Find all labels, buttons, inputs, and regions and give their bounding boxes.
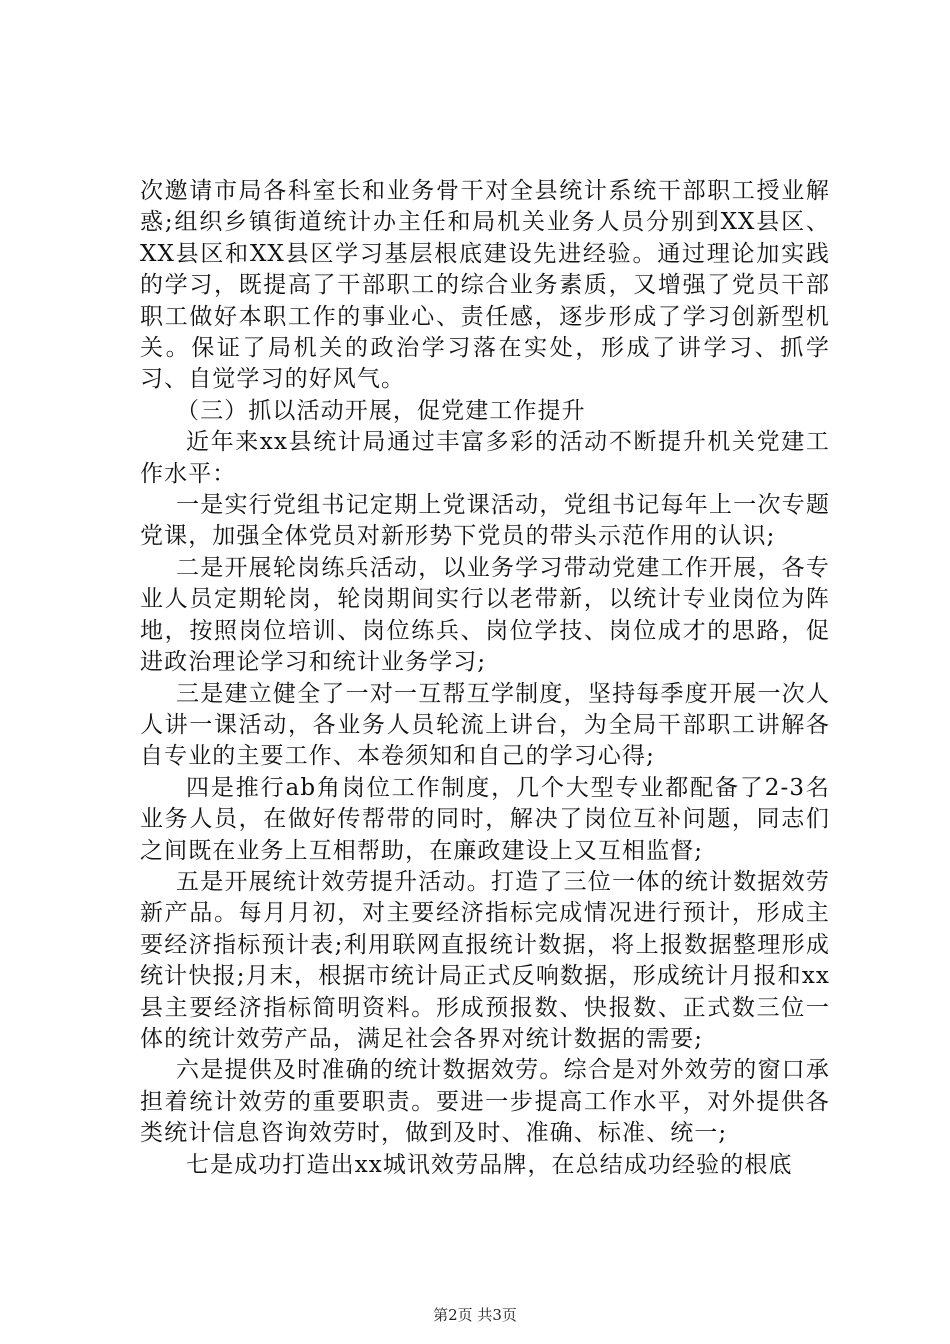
- paragraph-item-3: 三是建立健全了一对一互帮互学制度，坚持每季度开展一次人人讲一课活动，各业务人员轮流上讲台，为全局干部职工讲解各自专业的主要工作、本卷须知和自己的学习心得;: [140, 680, 830, 770]
- paragraph-item-7: 七是成功打造出xx城讯效劳品牌，在总结成功经验的根底: [186, 1151, 793, 1178]
- page-footer: 第2页 共3页: [433, 1306, 517, 1324]
- section-heading: （三）抓以活动开展，促党建工作提升: [176, 397, 586, 424]
- paragraph-item-2: 二是开展轮岗练兵活动，以业务学习带动党建工作开展，各专业人员定期轮岗，轮岗期间实行以老带新，以统计专业岗位为阵地，按照岗位培训、岗位练兵、岗位学技、岗位成才的思路，促进政治理论学习和统计业务学习;: [140, 554, 830, 676]
- document-body: [140, 176, 830, 1181]
- paragraph-item-5: 五是开展统计效劳提升活动。打造了三位一体的统计数据效劳新产品。每月月初，对主要经济指标完成情况进行预计，形成主要经济指标预计表;利用联网直报统计数据，将上报数据整理形成统计快报;月末，根据市统计局正式反响数据，形成统计月报和xx县主要经济指标简明资料。形成预报数、快报数、正式数三位一体的统计效劳产品，满足社会各界对统计数据的需要;: [140, 868, 830, 1052]
- paragraph-item-4: 四是推行ab角岗位工作制度，几个大型专业都配备了2-3名业务人员，在做好传帮带的同时，解决了岗位互补问题，同志们之间既在业务上互相帮助，在廉政建设上又互相监督;: [140, 774, 830, 864]
- paragraph-item-1: 一是实行党组书记定期上党课活动，党组书记每年上一次专题党课，加强全体党员对新形势下党员的带头示范作用的认识;: [140, 492, 830, 550]
- paragraph-intro: 近年来xx县统计局通过丰富多彩的活动不断提升机关党建工作水平：: [140, 429, 830, 487]
- paragraph-continuation: 次邀请市局各科室长和业务骨干对全县统计系统干部职工授业解惑;组织乡镇街道统计办主任和局机关业务人员分别到XX县区、XX县区和XX县区学习基层根底建设先进经验。通过理论加实践的学习，既提高了干部职工的综合业务素质，又增强了党员干部职工做好本职工作的事业心、责任感，逐步形成了学习创新型机关。保证了局机关的政治学习落在实处，形成了讲学习、抓学习、自觉学习的好风气。: [140, 178, 830, 393]
- paragraph-item-6: 六是提供及时准确的统计数据效劳。综合是对外效劳的窗口承担着统计效劳的重要职责。要进一步提高工作水平，对外提供各类统计信息咨询效劳时，做到及时、准确、标准、统一;: [140, 1057, 830, 1147]
